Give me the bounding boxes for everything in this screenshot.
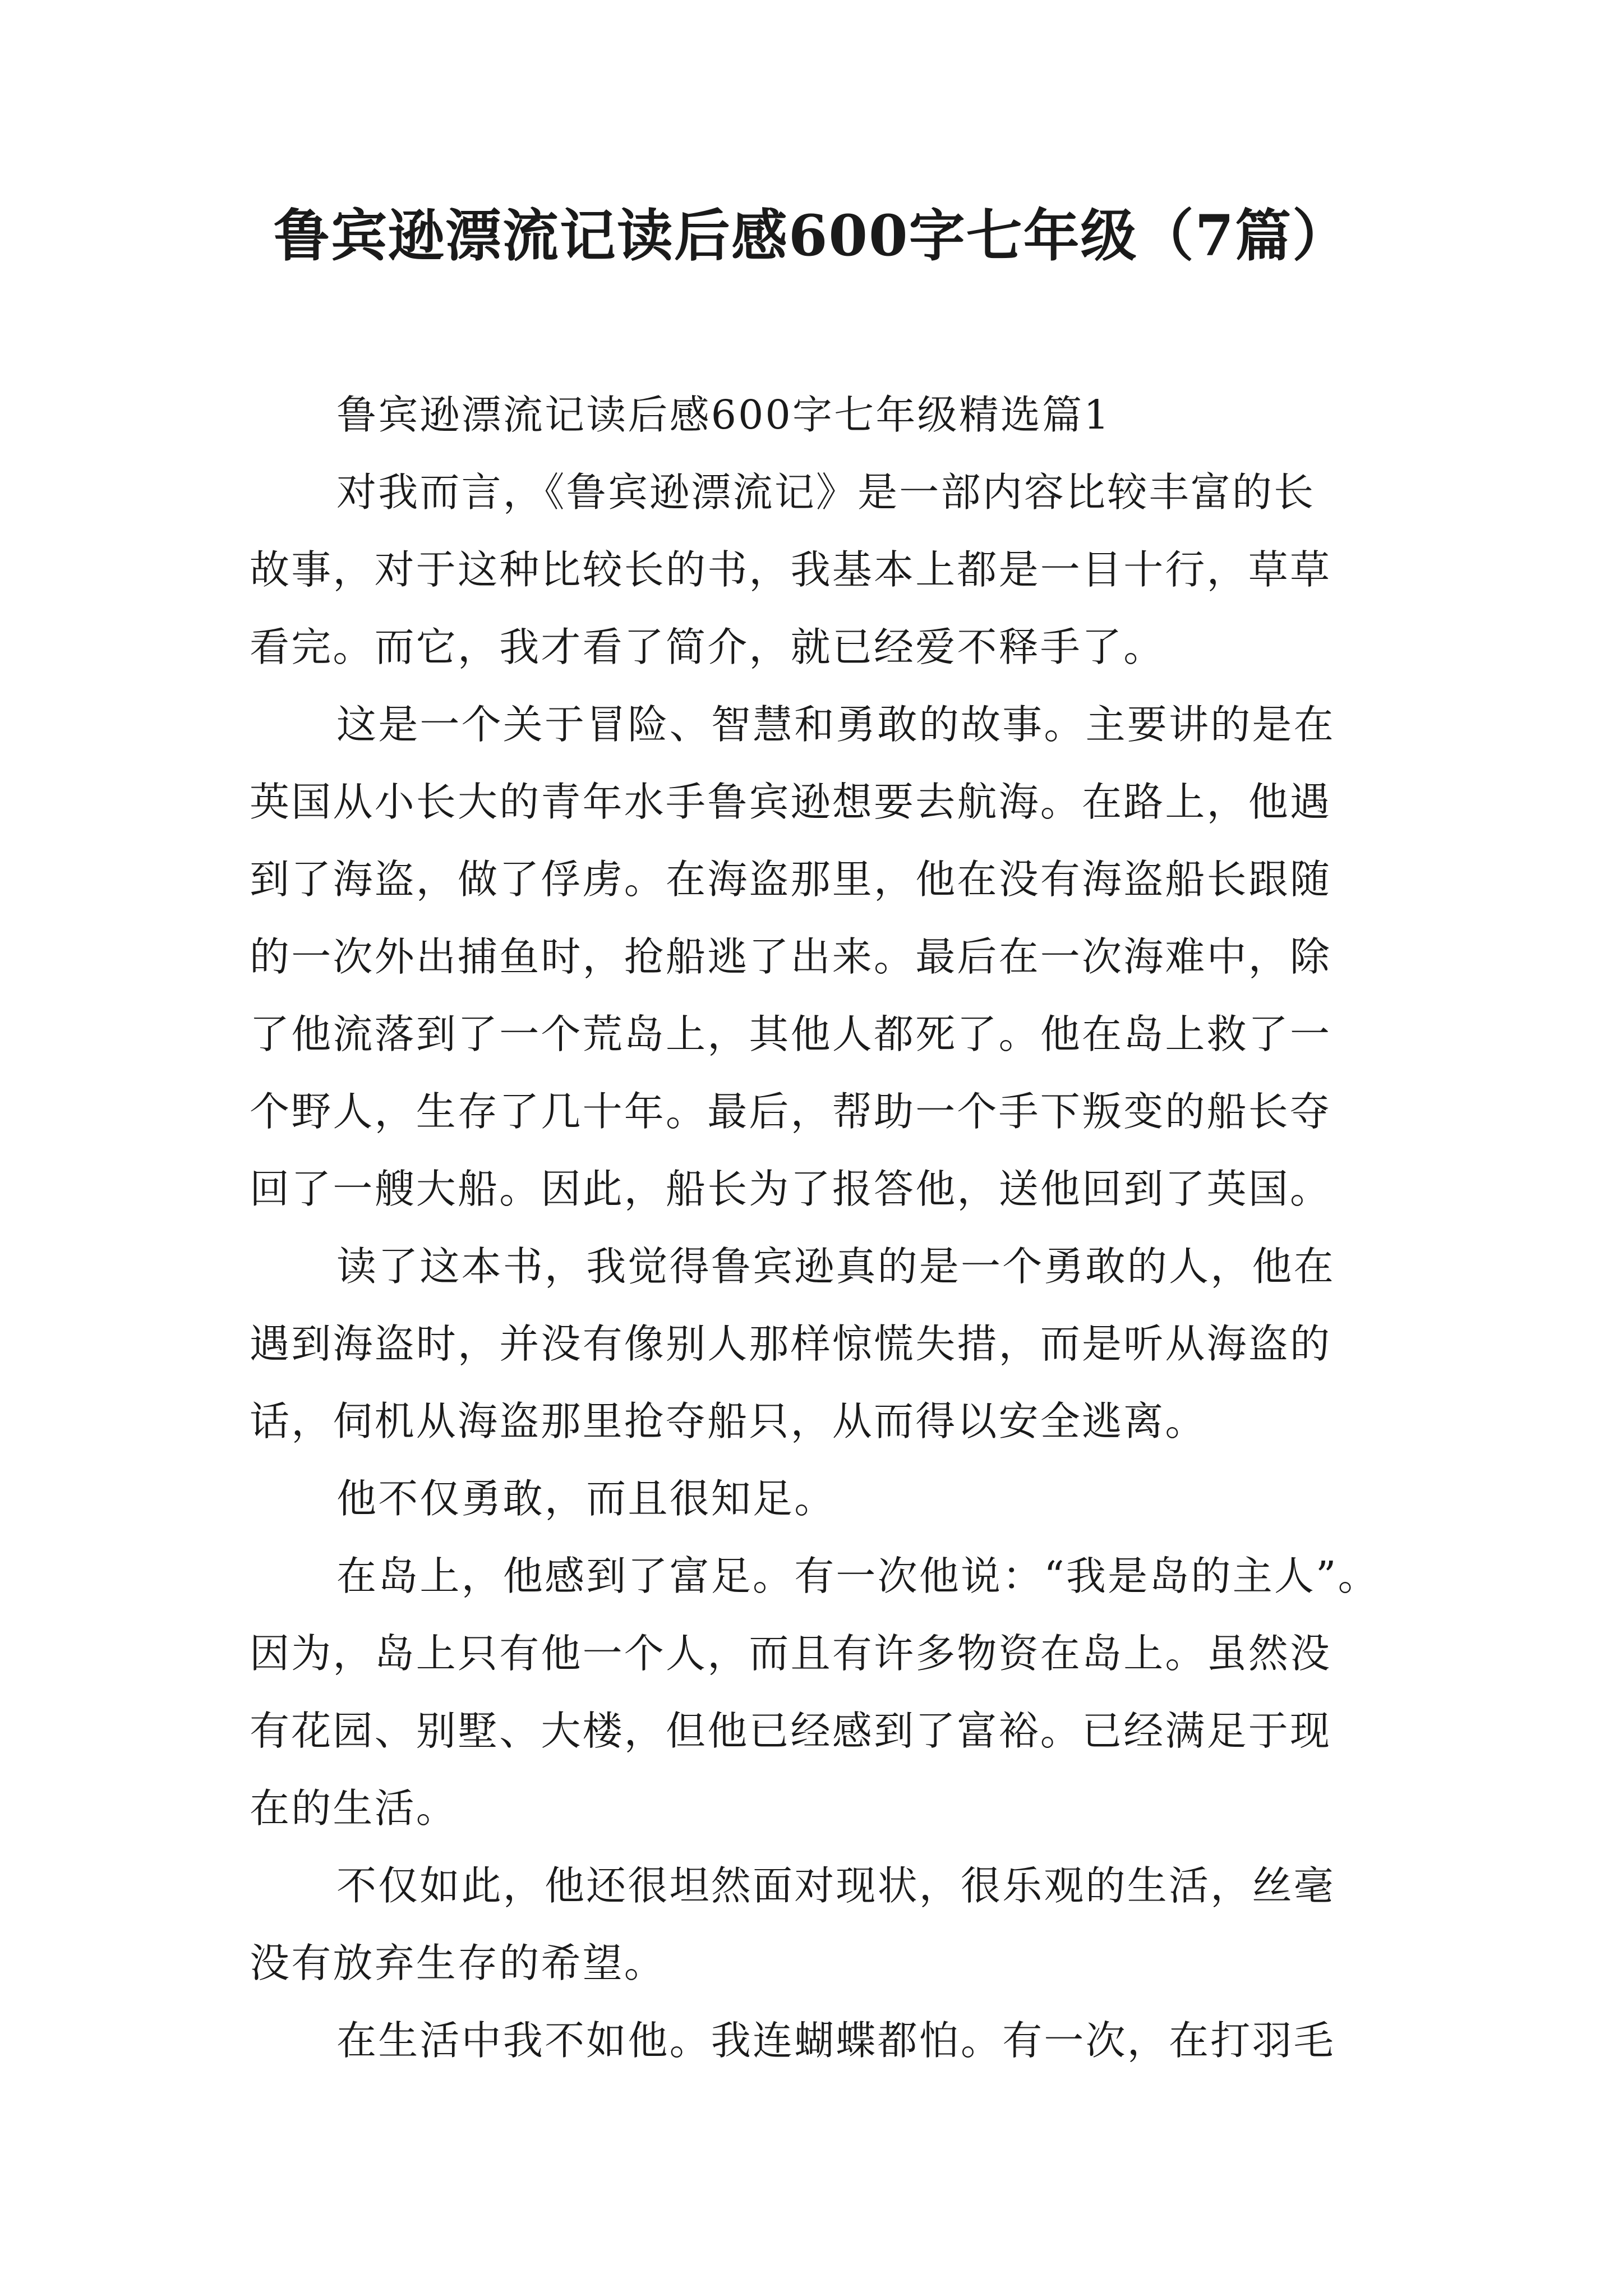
- paragraph-line: 个野人，生存了几十年。最后，帮助一个手下叛变的船长夺: [250, 1088, 1332, 1135]
- document-title: 鲁宾逊漂流记读后感600字七年级（7篇）: [273, 203, 1350, 269]
- paragraph-line: 英国从小长大的青年水手鲁宾逊想要去航海。在路上，他遇: [250, 779, 1332, 825]
- paragraph-line: 有花园、别墅、大楼，但他已经感到了富裕。已经满足于现: [250, 1708, 1332, 1754]
- paragraph-line: 对我而言，《鲁宾逊漂流记》是一部内容比较丰富的长: [336, 469, 1316, 516]
- paragraph-line: 遇到海盗时，并没有像别人那样惊慌失措，而是听从海盗的: [250, 1320, 1332, 1367]
- paragraph-line: 不仅如此，他还很坦然面对现状，很乐观的生活，丝毫: [336, 1862, 1335, 1909]
- paragraph-line: 没有放弃生存的希望。: [250, 1940, 666, 1986]
- paragraph-line: 到了海盗，做了俘虏。在海盗那里，他在没有海盗船长跟随: [250, 856, 1332, 903]
- paragraph-line: 他不仅勇敢，而且很知足。: [336, 1475, 836, 1522]
- paragraph-line: 看完。而它，我才看了简介，就已经爱不释手了。: [250, 624, 1165, 670]
- section-heading: 鲁宾逊漂流记读后感600字七年级精选篇1: [336, 392, 1111, 438]
- paragraph-line: 故事，对于这种比较长的书，我基本上都是一目十行，草草: [250, 546, 1332, 593]
- paragraph-line: 在岛上，他感到了富足。有一次他说：“我是岛的主人”。: [336, 1553, 1380, 1599]
- paragraph-line: 在的生活。: [250, 1785, 458, 1832]
- paragraph-line: 在生活中我不如他。我连蝴蝶都怕。有一次，在打羽毛: [336, 2017, 1335, 2064]
- paragraph-line: 的一次外出捕鱼时，抢船逃了出来。最后在一次海难中，除: [250, 933, 1332, 980]
- paragraph-line: 因为，岛上只有他一个人，而且有许多物资在岛上。虽然没: [250, 1630, 1332, 1677]
- paragraph-line: 这是一个关于冒险、智慧和勇敢的故事。主要讲的是在: [336, 701, 1335, 748]
- paragraph-line: 了他流落到了一个荒岛上，其他人都死了。他在岛上救了一: [250, 1011, 1332, 1057]
- paragraph-line: 回了一艘大船。因此，船长为了报答他，送他回到了英国。: [250, 1166, 1332, 1212]
- paragraph-line: 话，伺机从海盗那里抢夺船只，从而得以安全逃离。: [250, 1398, 1207, 1444]
- paragraph-line: 读了这本书，我觉得鲁宾逊真的是一个勇敢的人，他在: [336, 1243, 1335, 1290]
